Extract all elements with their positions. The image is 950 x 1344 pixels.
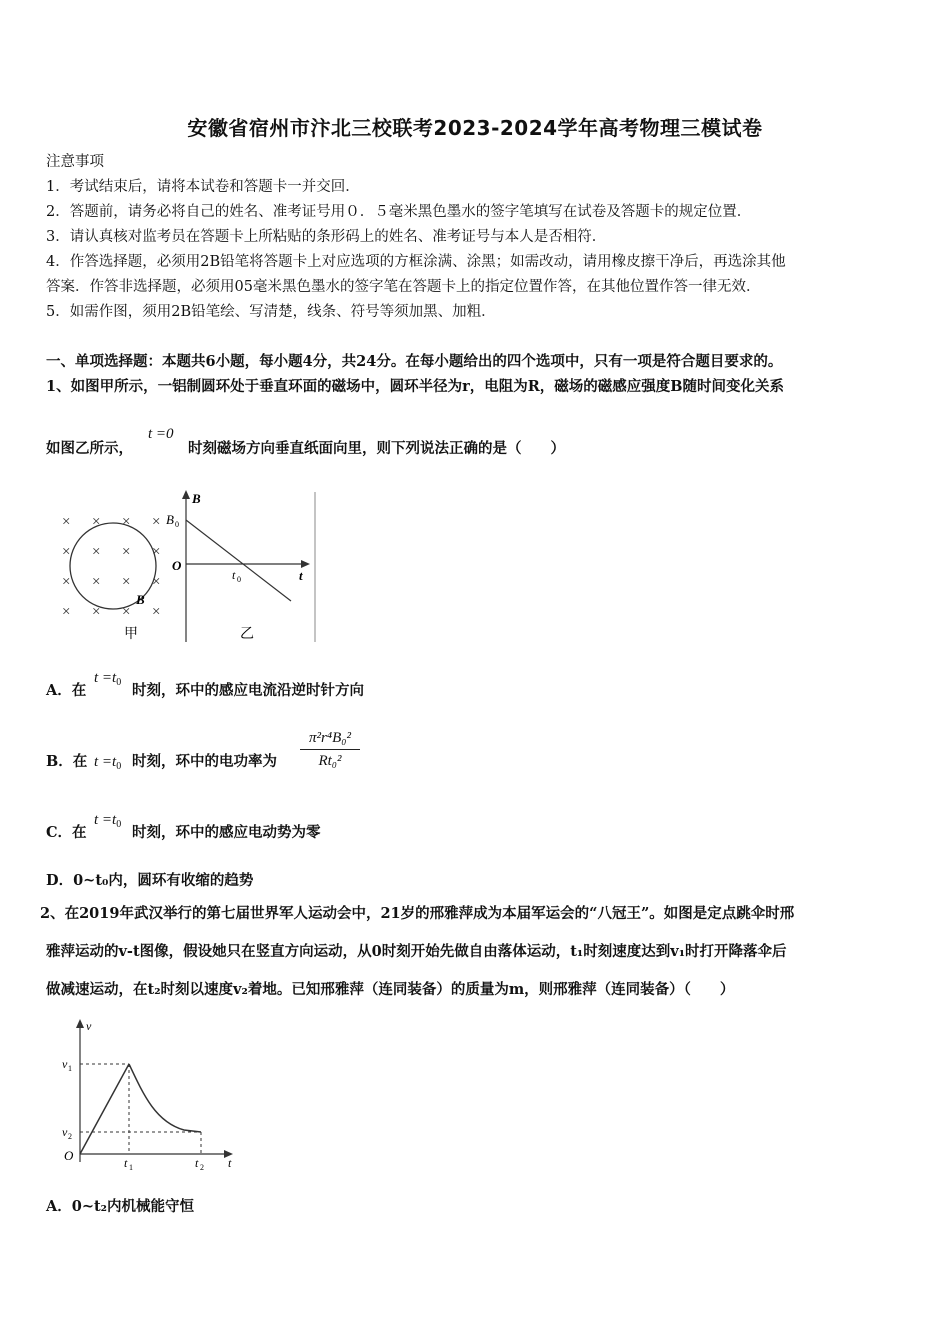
notes-item-5: 5．如需作图，须用2B铅笔绘、写清楚，线条、符号等须加黑、加粗． (46, 304, 496, 320)
t-axis-label: t (228, 1156, 232, 1170)
cross-mark: × (62, 544, 71, 560)
q2-stem-line2: 雅萍运动的v-t图像，假设她只在竖直方向运动，从0时刻开始先做自由落体运动，t₁时刻速度达到v₁时打开降落伞后 (46, 943, 787, 960)
cross-mark: × (122, 514, 131, 530)
b-axis-arrow (182, 490, 190, 499)
cross-mark: × (122, 544, 131, 560)
q1-option-c-text: 时刻，环中的感应电动势为零 (132, 824, 321, 841)
t-axis-arrow (301, 560, 310, 568)
t1-label: t (124, 1156, 128, 1170)
cross-mark: × (92, 574, 101, 590)
t1-sub: 1 (129, 1163, 133, 1172)
q2-stem-line1: 2、在2019年武汉举行的第七届世界军人运动会中，21岁的邢雅萍成为本届军运会的“八冠王”。如图是定点跳伞时邢 (40, 905, 795, 922)
origin-label: O (64, 1148, 74, 1163)
fraction-numerator: π²r⁴B₀² (309, 730, 351, 746)
b-t-line (186, 520, 291, 601)
notes-heading: 注意事项 (46, 154, 104, 170)
t-axis-label: t (299, 568, 303, 583)
b0-sub: 0 (175, 520, 179, 529)
cross-mark: × (122, 574, 131, 590)
q1-stem-line2-pre: 如图乙所示， (46, 440, 133, 457)
cross-mark: × (92, 514, 101, 530)
figure-caption-jia: 甲 (124, 627, 138, 642)
q1-stem-line1: 1、如图甲所示，一铝制圆环处于垂直环面的磁场中，圆环半径为r，电阻为R，磁场的磁感应强度B随时间变化关系 (46, 378, 785, 395)
v2-sub: 2 (68, 1132, 72, 1141)
t0-label: t (232, 568, 236, 582)
v-axis-arrow (76, 1019, 84, 1028)
fraction-denominator: Rt₀² (318, 753, 342, 769)
cross-mark: × (152, 514, 161, 530)
cross-mark: × (92, 604, 101, 620)
b0-label: B (166, 512, 174, 527)
q1-option-a-math: $t =t_0$ (94, 670, 122, 688)
q1-option-c-label: C．在 (46, 824, 87, 841)
cross-mark: × (62, 604, 71, 620)
q1-figure (50, 488, 320, 648)
v1-label: v (62, 1057, 68, 1071)
q1-option-b-label: B．在 (46, 753, 88, 770)
cross-mark: × (152, 604, 161, 620)
q2-figure (56, 1014, 246, 1174)
q2-stem-line3: 做减速运动，在t₂时刻以速度v₂着地。已知邢雅萍（连同装备）的质量为m，则邢雅萍（连同装备）（ ） (46, 981, 735, 998)
notes-item-4-cont: 答案．作答非选择题，必须用05毫米黑色墨水的签字笔在答题卡上的指定位置作答，在其他位置作答一律无效． (46, 279, 761, 295)
section-heading: 一、单项选择题：本题共6小题，每小题4分，共24分。在每小题给出的四个选项中，只有一项是符合题目要求的。 (46, 353, 783, 370)
t0-sub: 0 (237, 575, 241, 584)
free-fall-line (80, 1064, 129, 1154)
origin-label: O (172, 558, 182, 573)
notes-item-4: 4．作答选择题，必须用2B铅笔将答题卡上对应选项的方框涂满、涂黑；如需改动，请用橡皮擦干净后，再选涂其他 (46, 254, 786, 270)
cross-mark: × (92, 544, 101, 560)
notes-item-1: 1．考试结束后，请将本试卷和答题卡一并交回． (46, 179, 360, 195)
notes-item-2: 2．答题前，请务必将自己的姓名、准考证号用０．５毫米黑色墨水的签字笔填写在试卷及答题卡的规定位置． (46, 204, 752, 220)
t2-sub: 2 (200, 1163, 204, 1172)
magnetic-field-crosses (62, 514, 160, 620)
cross-mark: × (152, 574, 161, 590)
v-axis-label: v (86, 1019, 92, 1033)
q1-option-b-math: $t =t_0$ (94, 754, 122, 772)
deceleration-curve (129, 1064, 201, 1132)
cross-mark: × (152, 544, 161, 560)
q1-option-d: D．0~t₀内，圆环有收缩的趋势 (46, 872, 254, 889)
q1-t0-equation: t =0 (148, 426, 174, 442)
cross-mark: × (122, 604, 131, 620)
notes-item-3: 3．请认真核对监考员在答题卡上所粘贴的条形码上的姓名、准考证号与本人是否相符． (46, 229, 607, 245)
q2-option-a: A．0~t₂内机械能守恒 (46, 1198, 195, 1215)
t2-label: t (195, 1156, 199, 1170)
q1-option-b-text: 时刻，环中的电功率为 (132, 753, 277, 770)
cross-mark: × (62, 514, 71, 530)
figure-caption-yi: 乙 (240, 627, 254, 642)
ring-label: B (136, 592, 145, 607)
v2-label: v (62, 1125, 68, 1139)
page-title: 安徽省宿州市汴北三校联考2023-2024学年高考物理三模试卷 (187, 116, 763, 140)
cross-mark: × (62, 574, 71, 590)
q1-option-a-text: 时刻，环中的感应电流沿逆时针方向 (132, 682, 364, 699)
q1-option-c-math: $t =t_0$ (94, 812, 122, 830)
q1-option-b-fraction (300, 728, 360, 771)
q1-option-a-label: A．在 (46, 682, 87, 699)
v1-sub: 1 (68, 1064, 72, 1073)
q1-stem-line2-post: 时刻磁场方向垂直纸面向里，则下列说法正确的是（ ） (188, 440, 565, 457)
b-axis-label: B (192, 491, 201, 506)
